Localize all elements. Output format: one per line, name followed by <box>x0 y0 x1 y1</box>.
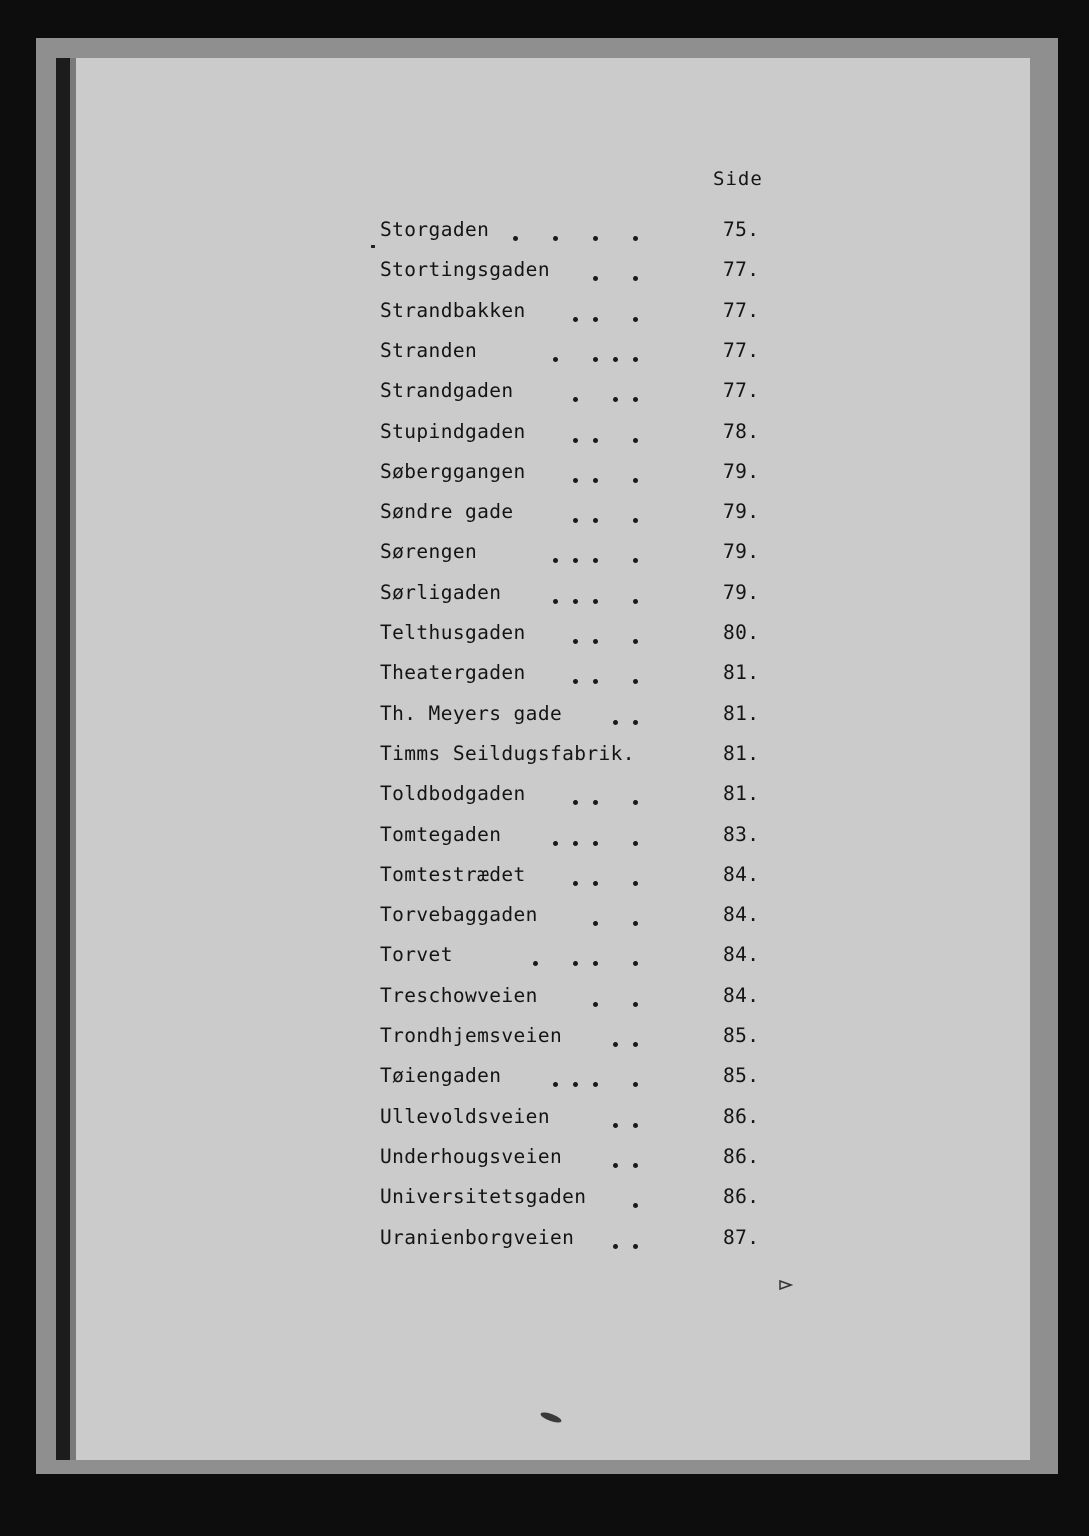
index-entry <box>380 863 780 891</box>
leader-dot <box>573 438 578 443</box>
leader-dot <box>633 679 638 684</box>
leader-dot <box>633 518 638 523</box>
entry-name: Underhougsveien <box>380 1144 563 1168</box>
index-entry <box>380 1024 780 1052</box>
entry-name: Tøiengaden <box>380 1064 502 1088</box>
leader-dot <box>593 518 598 523</box>
index-entry <box>380 460 780 488</box>
leader-dot <box>633 397 638 402</box>
leader-dot <box>633 438 638 443</box>
index-entry <box>380 1105 780 1133</box>
leader-dot <box>593 639 598 644</box>
stray-mark <box>371 245 375 248</box>
leader-dot <box>633 317 638 322</box>
entry-page-number: 81. <box>723 661 760 685</box>
entry-name: Uranienborgveien <box>380 1225 575 1249</box>
leader-dot <box>613 1123 618 1128</box>
leader-dot <box>613 397 618 402</box>
index-entry <box>380 420 780 448</box>
entry-page-number: 77. <box>723 298 760 322</box>
entry-name: Trondhjemsveien <box>380 1024 563 1047</box>
leader-dot <box>553 357 558 362</box>
entry-page-number: 81. <box>723 782 760 806</box>
entry-page-number: 75. <box>723 218 760 241</box>
leader-dot <box>633 1042 638 1047</box>
index-entry <box>380 339 780 367</box>
entry-page-number: 81. <box>723 741 760 765</box>
index-entry <box>380 500 780 528</box>
entry-name: Theatergaden <box>380 661 526 685</box>
entry-name: Sørengen <box>380 540 478 564</box>
entry-page-number: 79. <box>723 580 760 604</box>
leader-dot <box>553 1082 558 1087</box>
leader-dot <box>573 478 578 483</box>
index-entry <box>380 903 780 931</box>
leader-dot <box>573 1082 578 1087</box>
entry-name: Stranden <box>380 338 478 362</box>
index-entry <box>380 581 780 609</box>
index-entry <box>380 258 780 286</box>
leader-dot <box>633 961 638 966</box>
leader-dot <box>593 558 598 563</box>
entry-page-number: 85. <box>723 1064 760 1088</box>
leader-dot <box>593 236 598 241</box>
entry-page-number: 79. <box>723 540 760 564</box>
leader-dot <box>593 1082 598 1087</box>
index-entry <box>380 823 780 851</box>
leader-dot <box>553 558 558 563</box>
entry-name: Torvebaggaden <box>380 903 538 927</box>
entry-page-number: 85. <box>723 1024 760 1047</box>
index-entry <box>380 742 780 770</box>
entry-name: Ullevoldsveien <box>380 1104 550 1128</box>
leader-dot <box>593 1002 598 1007</box>
leader-dot <box>593 961 598 966</box>
entry-name: Tomtegaden <box>380 822 502 846</box>
entry-name: Strandgaden <box>380 379 514 403</box>
leader-dot <box>613 1042 618 1047</box>
leader-dot <box>573 639 578 644</box>
leader-dot <box>633 1203 638 1208</box>
side-column-header: Side <box>713 168 763 190</box>
leader-dot <box>593 921 598 926</box>
pencil-arrow-mark <box>779 1279 793 1291</box>
entry-page-number: 86. <box>723 1185 760 1209</box>
index-entry <box>380 702 780 730</box>
index-entry <box>380 379 780 407</box>
leader-dot <box>633 720 638 725</box>
leader-dot <box>573 679 578 684</box>
entry-page-number: 84. <box>723 862 760 886</box>
leader-dot <box>633 1002 638 1007</box>
leader-dot <box>573 961 578 966</box>
leader-dot <box>613 1163 618 1168</box>
entry-page-number: 77. <box>723 258 760 282</box>
binding-strip <box>56 58 70 1460</box>
leader-dot <box>633 841 638 846</box>
index-entry <box>380 782 780 810</box>
leader-dot <box>613 1244 618 1249</box>
leader-dot <box>593 438 598 443</box>
leader-dot <box>573 317 578 322</box>
entry-page-number: 86. <box>723 1104 760 1128</box>
leader-dot <box>533 961 538 966</box>
leader-dot <box>593 478 598 483</box>
leader-dot <box>633 1244 638 1249</box>
leader-dot <box>593 679 598 684</box>
entry-page-number: 81. <box>723 701 760 725</box>
index-entry <box>380 299 780 327</box>
entry-page-number: 80. <box>723 621 760 644</box>
leader-dot <box>593 599 598 604</box>
entry-page-number: 77. <box>723 338 760 362</box>
leader-dot <box>633 1163 638 1168</box>
leader-dot <box>633 558 638 563</box>
entry-name: Søndre gade <box>380 500 514 524</box>
leader-dot <box>573 800 578 805</box>
index-entry <box>380 218 780 246</box>
leader-dot <box>633 357 638 362</box>
entry-page-number: 83. <box>723 822 760 846</box>
leader-dot <box>633 921 638 926</box>
entry-name: Timms Seildugsfabrik. <box>380 741 635 765</box>
leader-dot <box>553 599 558 604</box>
entry-name: Sørligaden <box>380 580 502 604</box>
entry-name: Søberggangen <box>380 459 526 483</box>
entry-name: Torvet <box>380 943 453 967</box>
leader-dot <box>633 276 638 281</box>
leader-dot <box>633 599 638 604</box>
entry-name: Stortingsgaden <box>380 258 550 282</box>
leader-dot <box>573 558 578 563</box>
index-entry <box>380 661 780 689</box>
entry-name: Telthusgaden <box>380 621 526 644</box>
entry-page-number: 78. <box>723 419 760 443</box>
leader-dot <box>633 800 638 805</box>
entry-page-number: 87. <box>723 1225 760 1249</box>
entry-page-number: 79. <box>723 500 760 524</box>
entry-name: Treschowveien <box>380 983 538 1007</box>
leader-dot <box>633 881 638 886</box>
entry-page-number: 77. <box>723 379 760 403</box>
leader-dot <box>593 276 598 281</box>
index-entry <box>380 943 780 971</box>
leader-dot <box>573 518 578 523</box>
entry-name: Strandbakken <box>380 298 526 322</box>
entry-name: Tomtestrædet <box>380 862 526 886</box>
entry-page-number: 84. <box>723 943 760 967</box>
leader-dot <box>633 236 638 241</box>
leader-dot <box>593 841 598 846</box>
entry-name: Universitetsgaden <box>380 1185 587 1209</box>
index-entry <box>380 984 780 1012</box>
index-entry <box>380 1185 780 1213</box>
binding-edge <box>70 58 76 1460</box>
entry-name: Stupindgaden <box>380 419 526 443</box>
leader-dot <box>573 397 578 402</box>
index-entry <box>380 1064 780 1092</box>
leader-dot <box>593 317 598 322</box>
index-entry <box>380 1145 780 1173</box>
leader-dot <box>593 357 598 362</box>
index-entry <box>380 540 780 568</box>
leader-dot <box>633 478 638 483</box>
leader-dot <box>593 881 598 886</box>
leader-dot <box>633 1123 638 1128</box>
leader-dot <box>573 881 578 886</box>
entry-name: Th. Meyers gade <box>380 701 563 725</box>
index-entry <box>380 1226 780 1254</box>
entry-name: Toldbodgaden <box>380 782 526 806</box>
leader-dot <box>633 1082 638 1087</box>
leader-dot <box>613 357 618 362</box>
leader-dot <box>513 236 518 241</box>
entry-page-number: 84. <box>723 983 760 1007</box>
leader-dot <box>573 841 578 846</box>
entry-page-number: 79. <box>723 459 760 483</box>
entry-name: Storgaden <box>380 218 490 241</box>
entry-page-number: 84. <box>723 903 760 927</box>
leader-dot <box>573 599 578 604</box>
leader-dot <box>613 720 618 725</box>
entry-page-number: 86. <box>723 1144 760 1168</box>
leader-dot <box>553 841 558 846</box>
leader-dot <box>553 236 558 241</box>
index-entry <box>380 621 780 649</box>
leader-dot <box>633 639 638 644</box>
leader-dot <box>593 800 598 805</box>
